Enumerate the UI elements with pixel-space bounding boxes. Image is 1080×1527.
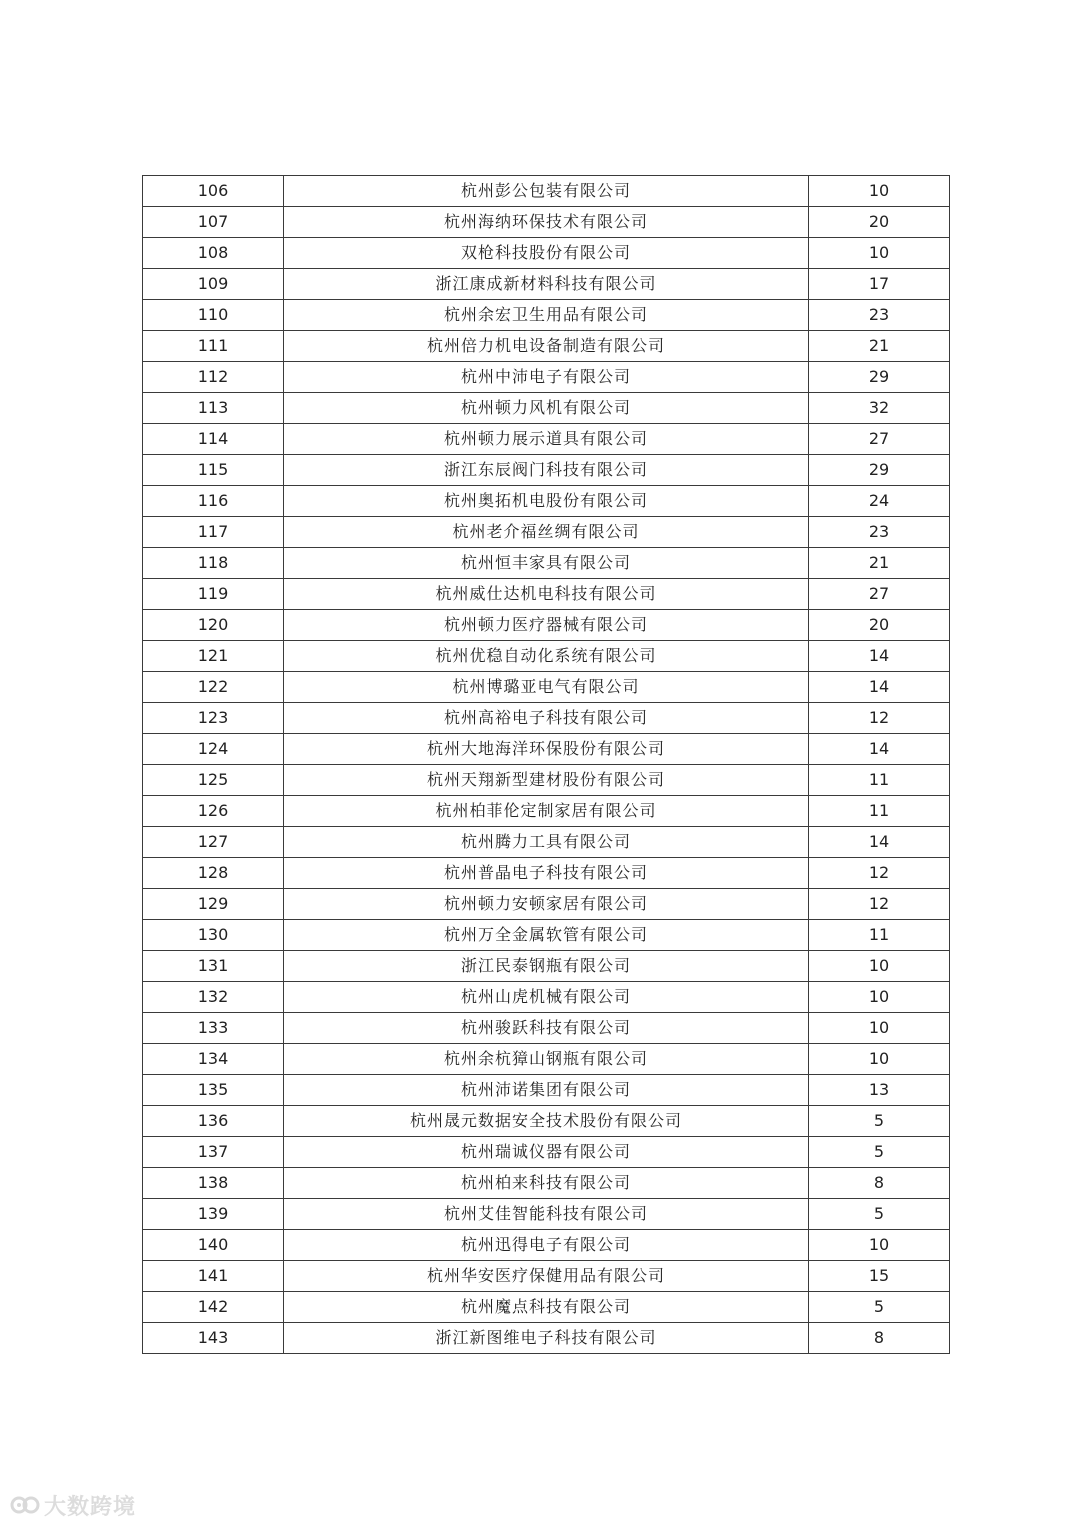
table-row — [143, 207, 950, 238]
row-number-cell: 143 — [143, 1323, 284, 1354]
table-row — [143, 827, 950, 858]
count-cell: 23 — [809, 517, 950, 548]
table-row — [143, 1261, 950, 1292]
company-name-cell: 双枪科技股份有限公司 — [284, 238, 809, 269]
count-cell: 11 — [809, 920, 950, 951]
count-cell: 10 — [809, 1230, 950, 1261]
company-name-cell: 杭州恒丰家具有限公司 — [284, 548, 809, 579]
count-cell: 11 — [809, 796, 950, 827]
row-number-cell: 142 — [143, 1292, 284, 1323]
row-number-cell: 126 — [143, 796, 284, 827]
table-row — [143, 641, 950, 672]
table-row — [143, 1137, 950, 1168]
company-name-cell: 杭州顿力医疗器械有限公司 — [284, 610, 809, 641]
company-name-cell: 杭州博璐亚电气有限公司 — [284, 672, 809, 703]
company-name-cell: 杭州余宏卫生用品有限公司 — [284, 300, 809, 331]
table-row — [143, 734, 950, 765]
company-name-cell: 杭州山虎机械有限公司 — [284, 982, 809, 1013]
company-name-cell: 杭州腾力工具有限公司 — [284, 827, 809, 858]
table-row — [143, 920, 950, 951]
row-number-cell: 136 — [143, 1106, 284, 1137]
company-name-cell: 杭州艾佳智能科技有限公司 — [284, 1199, 809, 1230]
table-row — [143, 1106, 950, 1137]
row-number-cell: 140 — [143, 1230, 284, 1261]
count-cell: 21 — [809, 331, 950, 362]
company-name-cell: 浙江新图维电子科技有限公司 — [284, 1323, 809, 1354]
row-number-cell: 133 — [143, 1013, 284, 1044]
row-number-cell: 123 — [143, 703, 284, 734]
company-name-cell: 杭州奥拓机电股份有限公司 — [284, 486, 809, 517]
company-name-cell: 杭州晟元数据安全技术股份有限公司 — [284, 1106, 809, 1137]
company-name-cell: 杭州老介福丝绸有限公司 — [284, 517, 809, 548]
table-body — [143, 176, 950, 1354]
table-row — [143, 331, 950, 362]
table-row — [143, 300, 950, 331]
company-name-cell: 杭州魔点科技有限公司 — [284, 1292, 809, 1323]
company-name-cell: 杭州海纳环保技术有限公司 — [284, 207, 809, 238]
row-number-cell: 141 — [143, 1261, 284, 1292]
company-name-cell: 杭州柏来科技有限公司 — [284, 1168, 809, 1199]
count-cell: 12 — [809, 889, 950, 920]
row-number-cell: 121 — [143, 641, 284, 672]
company-name-cell: 杭州普晶电子科技有限公司 — [284, 858, 809, 889]
company-name-cell: 杭州顿力展示道具有限公司 — [284, 424, 809, 455]
row-number-cell: 117 — [143, 517, 284, 548]
row-number-cell: 128 — [143, 858, 284, 889]
count-cell: 17 — [809, 269, 950, 300]
table-row — [143, 1168, 950, 1199]
company-name-cell: 杭州万全金属软管有限公司 — [284, 920, 809, 951]
table-row — [143, 858, 950, 889]
row-number-cell: 112 — [143, 362, 284, 393]
row-number-cell: 119 — [143, 579, 284, 610]
table-row — [143, 951, 950, 982]
watermark — [10, 1490, 136, 1520]
count-cell: 12 — [809, 858, 950, 889]
company-name-cell: 浙江康成新材料科技有限公司 — [284, 269, 809, 300]
company-name-cell: 杭州华安医疗保健用品有限公司 — [284, 1261, 809, 1292]
table-row — [143, 455, 950, 486]
table-row — [143, 1199, 950, 1230]
count-cell: 27 — [809, 424, 950, 455]
row-number-cell: 108 — [143, 238, 284, 269]
table-row — [143, 672, 950, 703]
count-cell: 5 — [809, 1199, 950, 1230]
company-name-cell: 杭州倍力机电设备制造有限公司 — [284, 331, 809, 362]
table-row — [143, 1230, 950, 1261]
table-row — [143, 765, 950, 796]
row-number-cell: 131 — [143, 951, 284, 982]
company-table — [142, 175, 950, 1354]
company-name-cell: 杭州迅得电子有限公司 — [284, 1230, 809, 1261]
table-row — [143, 424, 950, 455]
row-number-cell: 138 — [143, 1168, 284, 1199]
row-number-cell: 139 — [143, 1199, 284, 1230]
row-number-cell: 127 — [143, 827, 284, 858]
count-cell: 14 — [809, 641, 950, 672]
count-cell: 20 — [809, 610, 950, 641]
count-cell: 23 — [809, 300, 950, 331]
table-row — [143, 393, 950, 424]
row-number-cell: 137 — [143, 1137, 284, 1168]
company-table-container — [142, 175, 948, 1354]
table-row — [143, 362, 950, 393]
count-cell: 29 — [809, 362, 950, 393]
count-cell: 11 — [809, 765, 950, 796]
count-cell: 27 — [809, 579, 950, 610]
row-number-cell: 118 — [143, 548, 284, 579]
count-cell: 14 — [809, 672, 950, 703]
table-row — [143, 796, 950, 827]
company-name-cell: 杭州骏跃科技有限公司 — [284, 1013, 809, 1044]
row-number-cell: 107 — [143, 207, 284, 238]
company-name-cell: 杭州天翔新型建材股份有限公司 — [284, 765, 809, 796]
company-name-cell: 杭州沛诺集团有限公司 — [284, 1075, 809, 1106]
table-row — [143, 269, 950, 300]
row-number-cell: 111 — [143, 331, 284, 362]
table-row — [143, 548, 950, 579]
table-row — [143, 486, 950, 517]
company-name-cell: 杭州中沛电子有限公司 — [284, 362, 809, 393]
company-name-cell: 杭州大地海洋环保股份有限公司 — [284, 734, 809, 765]
count-cell: 32 — [809, 393, 950, 424]
row-number-cell: 114 — [143, 424, 284, 455]
row-number-cell: 135 — [143, 1075, 284, 1106]
table-row — [143, 579, 950, 610]
table-row — [143, 1044, 950, 1075]
table-row — [143, 1323, 950, 1354]
count-cell: 10 — [809, 1013, 950, 1044]
table-row — [143, 1075, 950, 1106]
row-number-cell: 109 — [143, 269, 284, 300]
count-cell: 20 — [809, 207, 950, 238]
table-row — [143, 176, 950, 207]
count-cell: 10 — [809, 176, 950, 207]
row-number-cell: 130 — [143, 920, 284, 951]
count-cell: 13 — [809, 1075, 950, 1106]
count-cell: 10 — [809, 238, 950, 269]
count-cell: 8 — [809, 1323, 950, 1354]
company-name-cell: 杭州优稳自动化系统有限公司 — [284, 641, 809, 672]
row-number-cell: 113 — [143, 393, 284, 424]
table-row — [143, 703, 950, 734]
count-cell: 5 — [809, 1137, 950, 1168]
count-cell: 10 — [809, 1044, 950, 1075]
row-number-cell: 115 — [143, 455, 284, 486]
count-cell: 10 — [809, 951, 950, 982]
watermark-text: 大数跨境 — [44, 1494, 137, 1520]
company-name-cell: 杭州彭公包装有限公司 — [284, 176, 809, 207]
count-cell: 5 — [809, 1292, 950, 1323]
company-name-cell: 杭州顿力风机有限公司 — [284, 393, 809, 424]
company-name-cell: 杭州威仕达机电科技有限公司 — [284, 579, 809, 610]
count-cell: 5 — [809, 1106, 950, 1137]
count-cell: 10 — [809, 982, 950, 1013]
row-number-cell: 134 — [143, 1044, 284, 1075]
company-name-cell: 杭州瑞诚仪器有限公司 — [284, 1137, 809, 1168]
count-cell: 21 — [809, 548, 950, 579]
count-cell: 24 — [809, 486, 950, 517]
company-name-cell: 杭州高裕电子科技有限公司 — [284, 703, 809, 734]
table-row — [143, 1013, 950, 1044]
count-cell: 8 — [809, 1168, 950, 1199]
table-row — [143, 610, 950, 641]
company-name-cell: 杭州顿力安顿家居有限公司 — [284, 889, 809, 920]
table-row — [143, 889, 950, 920]
row-number-cell: 106 — [143, 176, 284, 207]
table-row — [143, 238, 950, 269]
count-cell: 14 — [809, 827, 950, 858]
table-row — [143, 982, 950, 1013]
count-cell: 15 — [809, 1261, 950, 1292]
row-number-cell: 120 — [143, 610, 284, 641]
table-row — [143, 1292, 950, 1323]
row-number-cell: 125 — [143, 765, 284, 796]
count-cell: 29 — [809, 455, 950, 486]
company-name-cell: 浙江民泰钢瓶有限公司 — [284, 951, 809, 982]
row-number-cell: 124 — [143, 734, 284, 765]
count-cell: 12 — [809, 703, 950, 734]
company-name-cell: 杭州余杭獐山钢瓶有限公司 — [284, 1044, 809, 1075]
company-name-cell: 杭州柏菲伦定制家居有限公司 — [284, 796, 809, 827]
company-name-cell: 浙江东辰阀门科技有限公司 — [284, 455, 809, 486]
row-number-cell: 132 — [143, 982, 284, 1013]
row-number-cell: 110 — [143, 300, 284, 331]
row-number-cell: 129 — [143, 889, 284, 920]
table-row — [143, 517, 950, 548]
dashu-logo-icon — [10, 1492, 40, 1518]
count-cell: 14 — [809, 734, 950, 765]
row-number-cell: 116 — [143, 486, 284, 517]
row-number-cell: 122 — [143, 672, 284, 703]
